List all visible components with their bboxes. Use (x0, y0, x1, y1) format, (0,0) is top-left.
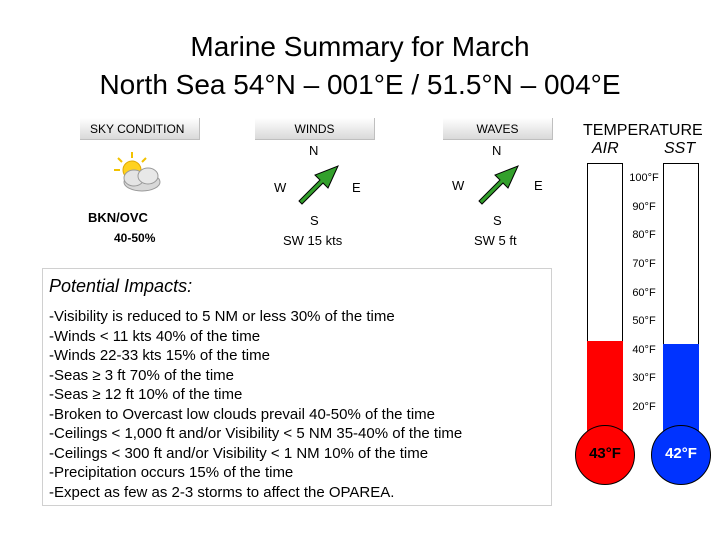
potential-impacts-panel (42, 268, 552, 506)
impact-line: -Ceilings < 300 ft and/or Visibility < 1 NM 10% of the time (49, 444, 429, 462)
temperature-tick-label: 70°F (632, 257, 656, 270)
impact-line: -Ceilings < 1,000 ft and/or Visibility < 5 NM 35-40% of the time (49, 425, 463, 442)
winds-west-label: W (274, 180, 287, 195)
winds-south-label: S (310, 213, 319, 228)
impact-line: -Expect as few as 2-3 storms to affect the OPAREA. (49, 483, 395, 501)
impact-line: -Winds < 11 kts 40% of the time (49, 327, 261, 345)
impact-line: -Seas ≥ 3 ft 70% of the time (49, 366, 234, 384)
temperature-tick-label: 90°F (632, 200, 656, 213)
impact-line: -Broken to Overcast low clouds prevail 40-50% of the time (49, 405, 436, 423)
waves-west-label: W (452, 178, 465, 193)
title-line-1: Marine Summary for March (190, 31, 530, 62)
waves-east-label: E (534, 178, 543, 193)
partly-cloudy-icon (112, 150, 164, 196)
waves-value: SW 5 ft (474, 233, 517, 248)
wave-direction-arrow-icon (470, 158, 526, 214)
impact-line: -Visibility is reduced to 5 NM or less 30% of the time (49, 308, 395, 325)
waves-south-label: S (493, 213, 502, 228)
air-label: AIR (592, 140, 619, 157)
temperature-tick-label: 40°F (632, 343, 656, 356)
waves-header: WAVES (443, 118, 553, 140)
impact-line: -Winds 22-33 kts 15% of the time (49, 347, 270, 364)
winds-header: WINDS (255, 118, 375, 140)
temperature-tick-label: 50°F (632, 315, 656, 328)
winds-east-label: E (352, 180, 361, 195)
sky-condition-value: BKN/OVC (88, 210, 148, 225)
wind-direction-arrow-icon (290, 158, 346, 214)
winds-value: SW 15 kts (283, 233, 343, 248)
temperature-title: TEMPERATURE (583, 122, 703, 139)
temperature-tick-label: 60°F (632, 286, 656, 299)
title-line-2: North Sea 54°N – 001°E / 51.5°N – 004°E (99, 69, 621, 100)
temperature-tick-label: 20°F (632, 401, 656, 413)
sky-coverage-value: 40-50% (114, 231, 156, 245)
potential-impacts-title: Potential Impacts: (49, 276, 193, 296)
sst-temperature-value: 42°F (665, 445, 697, 462)
impact-line: -Precipitation occurs 15% of the time (49, 464, 294, 481)
sky-condition-header: SKY CONDITION (80, 118, 200, 140)
temperature-tick-label: 30°F (632, 372, 656, 385)
air-temperature-value: 43°F (589, 445, 621, 462)
winds-north-label: N (309, 143, 319, 158)
impact-line: -Seas ≥ 12 ft 10% of the time (49, 386, 243, 403)
waves-north-label: N (492, 143, 502, 158)
sst-label: SST (664, 140, 696, 157)
temperature-tick-label: 80°F (632, 229, 656, 242)
temperature-tick-label: 100°F (629, 172, 659, 184)
